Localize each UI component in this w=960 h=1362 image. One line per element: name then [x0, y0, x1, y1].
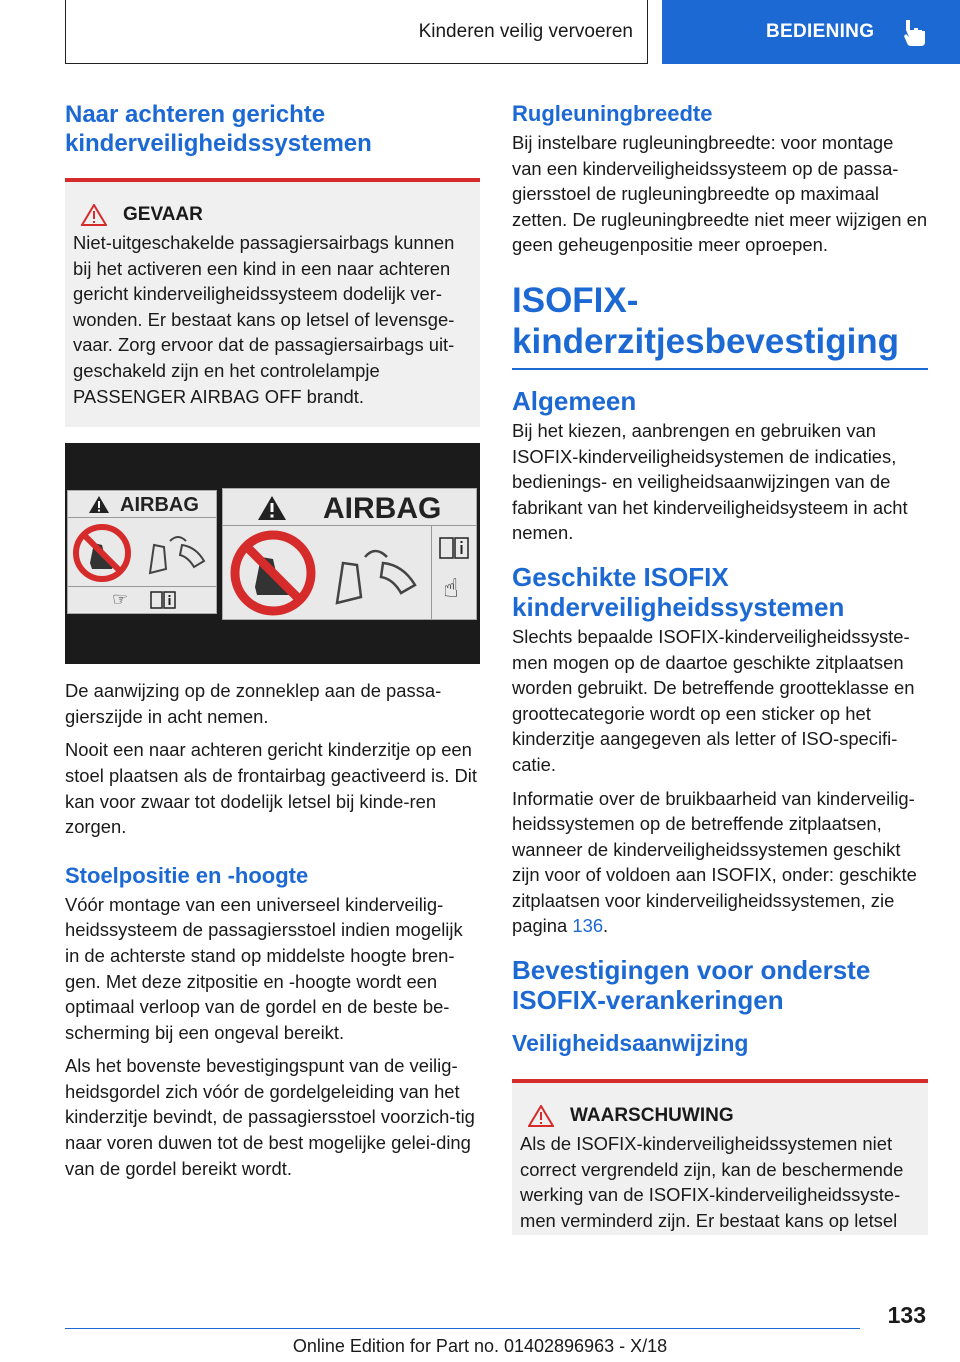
hand-icon: ☝	[443, 573, 459, 604]
airbag-label-small	[67, 490, 217, 614]
para-never-rear-facing: Nooit een naar achteren gericht kinderzitje op een stoel plaatsen als de frontairbag geactiveerd is. Dit kan voor zwaar tot dodelijk letsel bij kinde-ren zorgen.	[65, 739, 477, 838]
danger-text: Niet-uitgeschakelde passagiersairbags kunnen bij het activeren een kind in een naar achteren gericht kinderveiligheidssysteem dodelijk ver-wonden. Er bestaat kans op letsel of levensge-vaar. Zorg ervoor dat de passagiersairbags uit-geschakeld zijn en het controlelampje PASSENGER AIRBAG OFF brandt.	[73, 232, 455, 407]
hand-icon: ☞	[112, 589, 129, 610]
right-column	[512, 100, 928, 1235]
heading-seat-position: Stoelpositie en -hoogte	[65, 862, 309, 888]
left-column	[65, 100, 480, 1189]
airbag-label-large	[222, 488, 477, 620]
heading-general: Algemeen	[512, 385, 637, 416]
para-suitable-isofix-1: Slechts bepaalde ISOFIX-kinderveiligheidssyste-men mogen op de daartoe geschikte zitplaatsen worden gebruikt. De betreffende grootteklasse en groottecategorie wordt op een sticker op het kinderzitje aangegeven als letter of ISO-specifi-catie.	[512, 625, 915, 775]
warning-header	[528, 1105, 920, 1127]
danger-header	[81, 204, 472, 226]
danger-title: GEVAAR	[123, 204, 203, 225]
airbag-label-photo	[65, 443, 480, 664]
para-upper-anchor: Als het bovenste bevestigingspunt van de veilig-heidsgordel zich vóór de gordelgeleiding van het kinderzitje bevindt, de passagiersstoel voorzich-tig naar voren duwen tot de best mogelijke gelei-ding van de gordel bereikt wordt.	[65, 1055, 475, 1179]
warning-triangle-icon	[88, 495, 110, 514]
danger-box	[65, 178, 480, 427]
heading-backrest-width: Rugleuningbreedte	[512, 101, 713, 126]
warning-triangle-icon	[528, 1105, 554, 1127]
airbag-deploy-icon	[327, 535, 427, 611]
footer-divider	[65, 1328, 860, 1329]
heading-safety-notice: Veiligheidsaanwijzing	[512, 1030, 749, 1057]
no-child-seat-icon	[227, 529, 319, 617]
warning-box	[512, 1079, 928, 1235]
no-child-seat-icon	[72, 523, 132, 583]
footer-edition: Online Edition for Part no. 01402896963 - X/18	[292, 1336, 668, 1356]
para-backrest-width: Bij instelbare rugleuningbreedte: voor montage van een kinderveiligheidssysteem op de passa-giersstoel de rugleuningbreedte op maximaal zetten. De rugleuningbreedte niet meer wijzigen en geen geheugenpositie meer oproepen.	[512, 132, 928, 256]
period: .	[603, 915, 609, 937]
heading-isofix: ISOFIX-kinderzitjesbevestiging	[512, 280, 928, 370]
pointing-hand-icon	[900, 18, 928, 48]
heading-suitable-isofix: Geschikte ISOFIX kinderveiligheidssystemen	[512, 561, 845, 622]
warning-text: Als de ISOFIX-kinderveiligheidssystemen niet correct vergrendeld zijn, kan de beschermende werking van de ISOFIX-kinderveiligheidssyste-men verminderd zijn. Er bestaat kans op letsel	[520, 1133, 904, 1231]
heading-rear-facing: Naar achteren gerichte kinderveiligheidssystemen	[65, 101, 372, 157]
para-general: Bij het kiezen, aanbrengen en gebruiken van ISOFIX-kinderveiligheidsystemen de indicaties, bedienings- en veiligheidsaanwijzingen van de fabrikant van het kinderveiligheidsysteem in acht nemen.	[512, 419, 908, 544]
heading-lower-anchors: Bevestigingen voor onderste ISOFIX-verankeringen	[512, 955, 871, 1016]
para-suitable-isofix-2	[512, 786, 928, 940]
chapter-title: BEDIENING	[766, 21, 875, 42]
manual-book-icon	[150, 591, 176, 609]
manual-book-icon	[439, 537, 469, 559]
airbag-label-small-text: AIRBAG	[120, 494, 199, 517]
para-seat-position: Vóór montage van een universeel kinderveilig-heidssysteem de passagiersstoel indien mogelijk in de achterste stand op middelste hoogte bren-gen. Met deze zitpositie en -hoogte wordt een optimaal verloop van de gordel en de beste be-scherming bij een ongeval bereikt.	[65, 893, 463, 1043]
warning-title: WAARSCHUWING	[570, 1105, 734, 1127]
running-header-section	[65, 0, 648, 64]
para-suitable-isofix-2-text: Informatie over de bruikbaarheid van kinderveilig-heidssystemen op de betreffende zitplaatsen, wanneer de kinderveiligheidssystemen geschikt zijn voor of voldoen aan ISOFIX, onder: geschikte zitplaatsen voor kinderveiligheidssystemen, zie pagina	[512, 787, 917, 937]
warning-triangle-icon	[81, 204, 107, 226]
airbag-label-large-text: AIRBAG	[323, 492, 442, 526]
airbag-deploy-icon	[142, 525, 214, 579]
page-reference-link[interactable]: 136	[572, 915, 604, 937]
chapter-tab[interactable]	[662, 0, 960, 64]
warning-triangle-icon	[257, 495, 287, 521]
section-title: Kinderen veilig vervoeren	[418, 20, 633, 42]
page-number: 133	[887, 1302, 926, 1328]
para-sun-visor: De aanwijzing op de zonneklep aan de passa-gierszijde in acht nemen.	[65, 680, 442, 727]
